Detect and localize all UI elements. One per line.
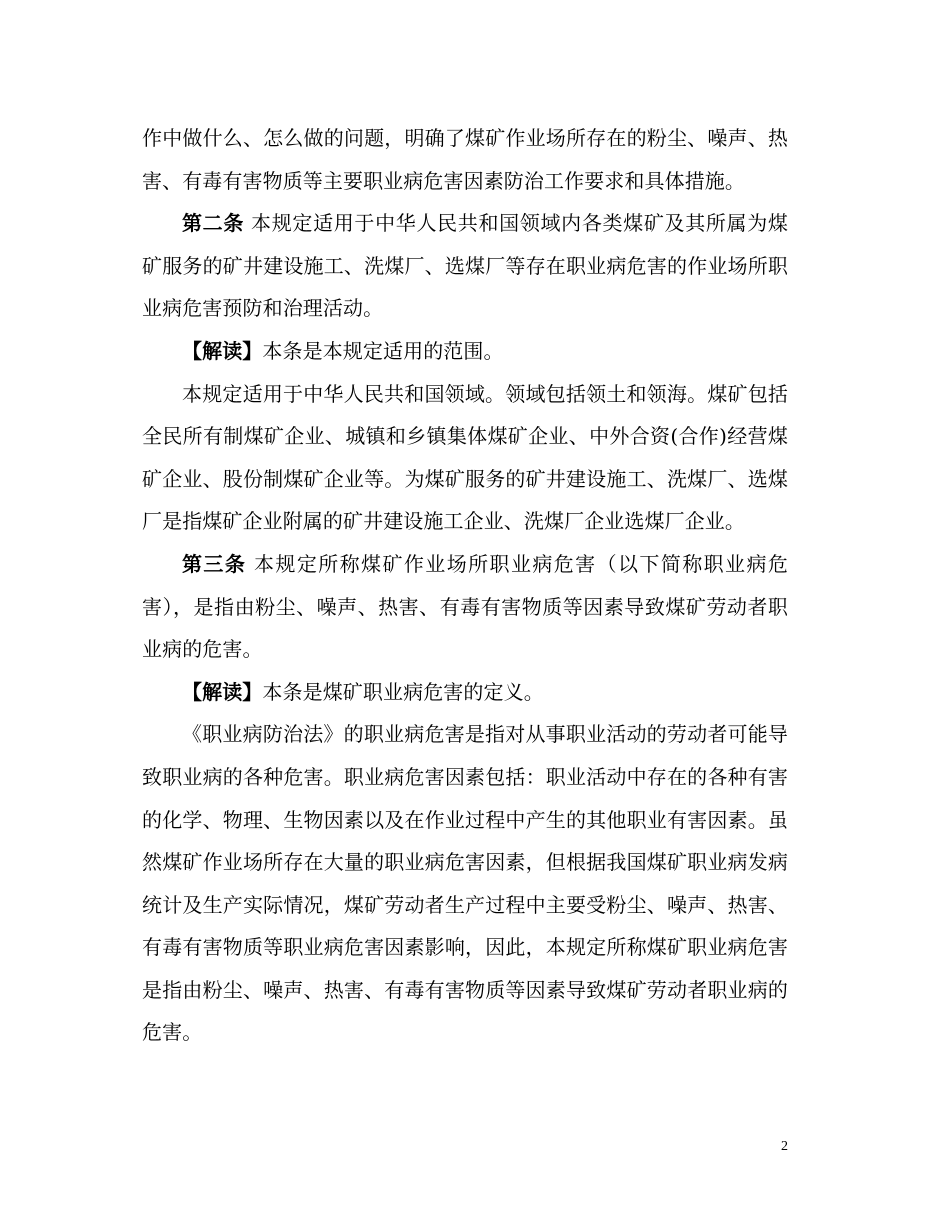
- paragraph-text: 作中做什么、怎么做的问题，明确了煤矿作业场所存在的粉尘、噪声、热害、有毒有害物质等主要职业病危害因素防治工作要求和具体措施。: [142, 126, 788, 193]
- article-3-paragraph: [142, 543, 788, 671]
- article-3-label: 第三条: [182, 551, 247, 576]
- paragraph-text: 本条是煤矿职业病危害的定义。: [262, 679, 544, 704]
- article-3-interpretation-body: [142, 713, 788, 1054]
- document-body: [142, 117, 788, 1054]
- article-2-label: 第二条: [182, 211, 245, 236]
- interpretation-label: 【解读】: [182, 338, 263, 363]
- article-3-interpretation-heading: [142, 671, 788, 714]
- paragraph-text: 本规定适用于中华人民共和国领域。领域包括领土和领海。煤矿包括全民所有制煤矿企业、城镇和乡镇集体煤矿企业、中外合资(合作)经营煤矿企业、股份制煤矿企业等。为煤矿服务的矿井建设施工、洗煤厂、选煤厂是指煤矿企业附属的矿井建设施工企业、洗煤厂企业选煤厂企业。: [142, 381, 788, 534]
- paragraph-text: 本条是本规定适用的范围。: [262, 338, 504, 363]
- paragraph-text: 《职业病防治法》的职业病危害是指对从事职业活动的劳动者可能导致职业病的各种危害。职业病危害因素包括：职业活动中存在的各种有害的化学、物理、生物因素以及在作业过程中产生的其他职业有害因素。虽然煤矿作业场所存在大量的职业病危害因素，但根据我国煤矿职业病发病统计及生产实际情况，煤矿劳动者生产过程中主要受粉尘、噪声、热害、有毒有害物质等职业病危害因素影响，因此，本规定所称煤矿职业病危害是指由粉尘、噪声、热害、有毒有害物质等因素导致煤矿劳动者职业病的危害。: [142, 722, 788, 1045]
- page-number: 2: [781, 1139, 788, 1154]
- interpretation-label: 【解读】: [182, 679, 263, 704]
- article-2-interpretation-body: [142, 373, 788, 543]
- paragraph-text: 本规定适用于中华人民共和国领域内各类煤矿及其所属为煤矿服务的矿井建设施工、洗煤厂、选煤厂等存在职业病危害的作业场所职业病危害预防和治理活动。: [142, 211, 788, 321]
- article-2-interpretation-heading: [142, 330, 788, 373]
- paragraph-text: 本规定所称煤矿作业场所职业病危害（以下简称职业病危害），是指由粉尘、噪声、热害、有毒有害物质等因素导致煤矿劳动者职业病的危害。: [142, 551, 788, 662]
- article-2-paragraph: [142, 202, 788, 330]
- paragraph-intro-continuation: [142, 117, 788, 202]
